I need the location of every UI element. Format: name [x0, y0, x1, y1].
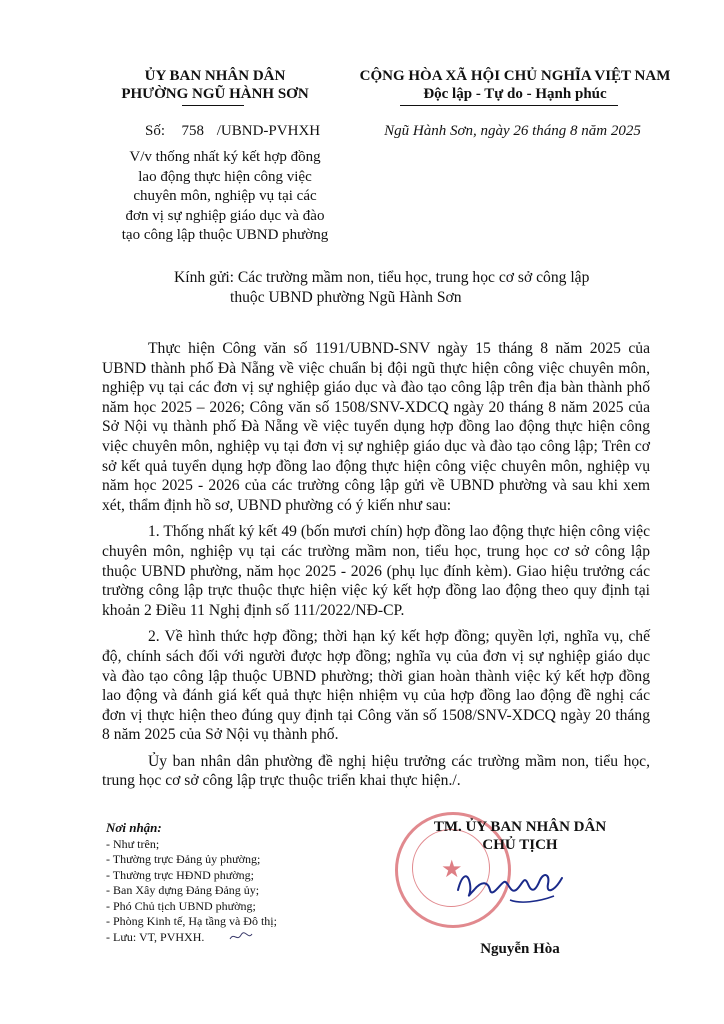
- subject-line: tạo công lập thuộc UBND phường: [121, 227, 329, 243]
- paragraph-item-1: 1. Thống nhất ký kết 49 (bốn mươi chín) hợp đồng lao động thực hiện công việc chuyên môn, nghiệp vụ tại các trường mầm non, tiểu học, trung học cơ sở công lập thuộc UBND phường, năm học 2025 - 2026 (phụ lục đính kèm). Giao hiệu trưởng các trường công lập trực thuộc thực hiện việc ký kết hợp đồng lao động theo quy định tại khoản 2 Điều 11 Nghị định số 111/2022/NĐ-CP.: [102, 523, 650, 619]
- star-icon: ★: [441, 857, 463, 883]
- initials-mark: [228, 930, 254, 944]
- org-name: [95, 67, 335, 103]
- nation-line2: Độc lập - Tự do - Hạnh phúc: [423, 86, 607, 102]
- recipients-item: - Phòng Kinh tế, Hạ tầng và Đô thị;: [106, 914, 277, 928]
- national-header: [330, 67, 700, 103]
- signature-line2: CHỦ TỊCH: [482, 837, 558, 853]
- recipients-title: Nơi nhận:: [106, 820, 162, 835]
- org-line2: PHƯỜNG NGŨ HÀNH SƠN: [121, 86, 309, 102]
- body: [102, 339, 650, 791]
- subject-line: V/v thống nhất ký kết hợp đồng: [129, 149, 321, 165]
- recipients-item: - Thường trực Đảng ủy phường;: [106, 852, 261, 866]
- recipients-item: - Như trên;: [106, 836, 160, 851]
- doc-number: [145, 122, 355, 140]
- handwritten-signature: [450, 860, 570, 910]
- signature-title: [410, 818, 630, 854]
- signature-line1: TM. ỦY BAN NHÂN DÂN: [433, 819, 607, 835]
- org-line1: ỦY BAN NHÂN DÂN: [144, 68, 286, 84]
- motto-underline: [400, 105, 618, 106]
- subject-line: lao động thực hiện công việc: [138, 168, 312, 185]
- recipient-line2: thuộc UBND phường Ngũ Hành Sơn: [230, 289, 462, 306]
- paragraph-item-2: 2. Về hình thức hợp đồng; thời hạn ký kết hợp đồng; quyền lợi, nghĩa vụ, chế độ, chính sách đối với người được hợp đồng; nghĩa vụ của đơn vị sự nghiệp giáo dục và đào tạo công lập thuộc UBND phường; thời gian hoàn thành việc ký kết hợp đồng lao động và đánh giá kết quả thực hiện nhiệm vụ của hợp đồng lao động đề nghị các đơn vị thực hiện theo đúng quy định tại Công văn số 1508/SNV-XDCQ ngày 20 tháng 8 năm 2025 của Sở Nội vụ thành phố.: [102, 628, 650, 744]
- recipient: [150, 268, 710, 308]
- nation-line1: CỘNG HÒA XÃ HỘI CHỦ NGHĨA VIỆT NAM: [359, 68, 671, 84]
- org-underline: [182, 105, 244, 106]
- subject: [110, 148, 340, 246]
- recipient-line1: Kính gửi: Các trường mầm non, tiểu học, trung học cơ sở công lập: [174, 269, 590, 286]
- doc-no-suffix: /UBND-PVHXH: [216, 123, 321, 139]
- recipients-item: - Lưu: VT, PVHXH.: [106, 929, 205, 944]
- subject-line: đơn vị sự nghiệp giáo dục và đào: [125, 207, 325, 224]
- recipients-list: [106, 820, 366, 945]
- recipients-item: - Ban Xây dựng Đảng Đảng ủy;: [106, 883, 260, 897]
- place-date: Ngũ Hành Sơn, ngày 26 tháng 8 năm 2025: [384, 123, 641, 139]
- recipients-item: - Thường trực HĐND phường;: [106, 867, 254, 882]
- paragraph-closing: Ủy ban nhân dân phường đề nghị hiệu trưởng các trường mầm non, tiểu học, trung học cơ sở công lập trực thuộc triển khai thực hiện./.: [102, 752, 650, 790]
- signer-name: Nguyễn Hòa: [480, 941, 560, 957]
- doc-no-label: Số:: [145, 123, 166, 139]
- doc-no-value: 758: [181, 123, 205, 139]
- subject-line: chuyên môn, nghiệp vụ tại các: [133, 188, 317, 204]
- recipients-item: - Phó Chủ tịch UBND phường;: [106, 898, 256, 913]
- paragraph-1: Thực hiện Công văn số 1191/UBND-SNV ngày 15 tháng 8 năm 2025 của UBND thành phố Đà Nẵng về việc chuẩn bị đội ngũ thực hiện công việc chuyên môn, nghiệp vụ tại các đơn vị sự nghiệp giáo dục và đào tạo công lập trên địa bàn thành phố năm học 2025 – 2026; Công văn số 1508/SNV-XDCQ ngày 20 tháng 8 năm 2025 của Sở Nội vụ thành phố Đà Nẵng về việc tuyển dụng hợp đồng lao động thực hiện công việc chuyên môn, nghiệp vụ tại đơn vị sự nghiệp giáo dục và đào tạo công lập; Trên cơ sở kết quả tuyển dụng hợp đồng lao động thực hiện công việc chuyên môn, nghiệp vụ năm học 2025 - 2026 của các trường công lập gửi về UBND phường và sau khi xem xét, thẩm định hồ sơ, UBND phường có ý kiến như sau:: [102, 340, 650, 514]
